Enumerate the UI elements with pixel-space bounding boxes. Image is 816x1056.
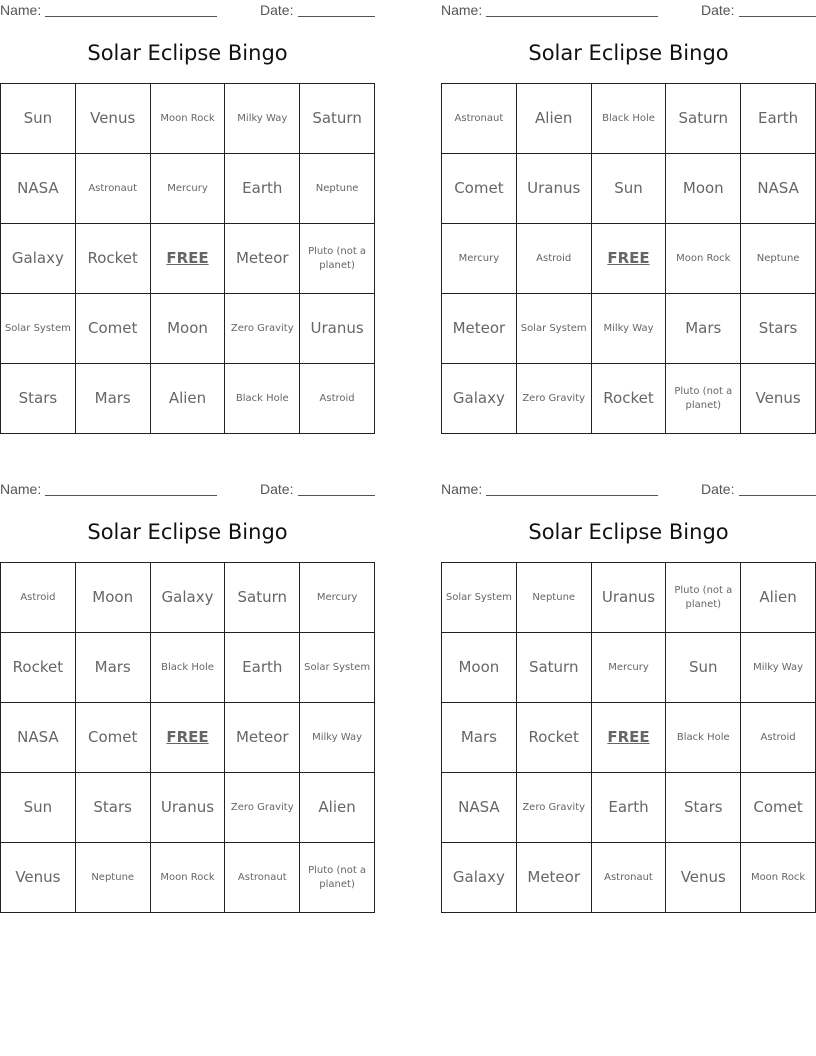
bingo-cell[interactable]: Saturn (666, 84, 741, 154)
bingo-cell[interactable]: Astroid (741, 703, 816, 773)
bingo-cell[interactable]: NASA (1, 154, 76, 224)
date-blank[interactable] (298, 16, 375, 17)
bingo-grid (441, 562, 816, 913)
name-date-row (0, 481, 375, 499)
bingo-cell[interactable]: Meteor (225, 703, 300, 773)
name-label: Name: (0, 481, 42, 497)
free-cell[interactable]: FREE (151, 224, 226, 294)
date-label: Date: (260, 481, 294, 497)
bingo-cell[interactable]: Solar System (1, 294, 76, 364)
bingo-cell[interactable]: Venus (741, 364, 816, 434)
bingo-cell[interactable]: Mars (76, 364, 151, 434)
bingo-cell[interactable]: Meteor (225, 224, 300, 294)
bingo-cell[interactable]: Neptune (517, 563, 592, 633)
bingo-cell[interactable]: NASA (1, 703, 76, 773)
bingo-cell[interactable]: Earth (225, 633, 300, 703)
bingo-cell[interactable]: Earth (225, 154, 300, 224)
bingo-cell[interactable]: Neptune (76, 843, 151, 913)
bingo-cell[interactable]: Saturn (225, 563, 300, 633)
bingo-cell[interactable]: Rocket (592, 364, 667, 434)
bingo-cell[interactable]: Zero Gravity (225, 294, 300, 364)
bingo-cell[interactable]: Milky Way (741, 633, 816, 703)
name-label: Name: (0, 2, 42, 18)
bingo-cell[interactable]: Saturn (300, 84, 375, 154)
bingo-cell[interactable]: Rocket (517, 703, 592, 773)
bingo-cell[interactable]: Milky Way (300, 703, 375, 773)
bingo-cell[interactable]: Venus (76, 84, 151, 154)
bingo-cell[interactable]: Solar System (517, 294, 592, 364)
bingo-cell[interactable]: Galaxy (442, 843, 517, 913)
bingo-cell[interactable]: Moon (442, 633, 517, 703)
bingo-cell[interactable]: Rocket (1, 633, 76, 703)
bingo-cell[interactable]: Stars (741, 294, 816, 364)
bingo-cell[interactable]: Milky Way (225, 84, 300, 154)
bingo-cell[interactable]: Rocket (76, 224, 151, 294)
card-title: Solar Eclipse Bingo (87, 520, 288, 544)
bingo-cell[interactable]: Moon (76, 563, 151, 633)
date-blank[interactable] (298, 495, 375, 496)
name-date-row (441, 2, 816, 20)
bingo-cell[interactable]: Solar System (300, 633, 375, 703)
bingo-cell[interactable]: Uranus (517, 154, 592, 224)
bingo-grid (0, 562, 375, 913)
bingo-cell[interactable]: Pluto (not a planet) (666, 563, 741, 633)
name-date-row (441, 481, 816, 499)
bingo-cell[interactable]: Comet (442, 154, 517, 224)
bingo-cell[interactable]: Stars (76, 773, 151, 843)
bingo-cell[interactable]: Earth (592, 773, 667, 843)
bingo-cell[interactable]: Milky Way (592, 294, 667, 364)
name-label: Name: (441, 481, 483, 497)
bingo-grid (441, 83, 816, 434)
free-cell[interactable]: FREE (592, 703, 667, 773)
date-blank[interactable] (739, 16, 816, 17)
bingo-cell[interactable]: Pluto (not a planet) (300, 224, 375, 294)
bingo-cell[interactable]: Meteor (442, 294, 517, 364)
bingo-cell[interactable]: Earth (741, 84, 816, 154)
bingo-cell[interactable]: Neptune (741, 224, 816, 294)
bingo-cell[interactable]: Black Hole (151, 633, 226, 703)
bingo-card-2 (441, 0, 816, 440)
card-title: Solar Eclipse Bingo (528, 520, 729, 544)
bingo-cell[interactable]: Venus (1, 843, 76, 913)
bingo-cell[interactable]: Mercury (300, 563, 375, 633)
bingo-cell[interactable]: Comet (741, 773, 816, 843)
card-title: Solar Eclipse Bingo (528, 41, 729, 65)
bingo-cell[interactable]: Sun (1, 773, 76, 843)
bingo-cell[interactable]: Pluto (not a planet) (300, 843, 375, 913)
bingo-cell[interactable]: Astronaut (592, 843, 667, 913)
bingo-cell[interactable]: Mars (76, 633, 151, 703)
bingo-cell[interactable]: Venus (666, 843, 741, 913)
date-blank[interactable] (739, 495, 816, 496)
bingo-cell[interactable]: Comet (76, 294, 151, 364)
date-label: Date: (701, 2, 735, 18)
bingo-cell[interactable]: Astronaut (225, 843, 300, 913)
bingo-card-4 (441, 479, 816, 919)
free-cell[interactable]: FREE (592, 224, 667, 294)
name-blank[interactable] (486, 495, 658, 496)
bingo-cell[interactable]: Sun (666, 633, 741, 703)
bingo-cell[interactable]: Mars (666, 294, 741, 364)
bingo-cell[interactable]: Moon Rock (151, 843, 226, 913)
bingo-cell[interactable]: Mercury (442, 224, 517, 294)
bingo-cell[interactable]: Mars (442, 703, 517, 773)
bingo-cell[interactable]: Neptune (300, 154, 375, 224)
name-blank[interactable] (45, 495, 217, 496)
card-title: Solar Eclipse Bingo (87, 41, 288, 65)
bingo-cell[interactable]: Astronaut (442, 84, 517, 154)
bingo-cell[interactable]: Pluto (not a planet) (666, 364, 741, 434)
bingo-cell[interactable]: Galaxy (442, 364, 517, 434)
bingo-cell[interactable]: Alien (517, 84, 592, 154)
bingo-cell[interactable]: Sun (1, 84, 76, 154)
bingo-cell[interactable]: Astronaut (76, 154, 151, 224)
bingo-cell[interactable]: NASA (442, 773, 517, 843)
bingo-cell[interactable]: NASA (741, 154, 816, 224)
bingo-cell[interactable]: Black Hole (592, 84, 667, 154)
name-blank[interactable] (486, 16, 658, 17)
bingo-cell[interactable]: Galaxy (151, 563, 226, 633)
bingo-cell[interactable]: Alien (151, 364, 226, 434)
bingo-cell[interactable]: Mercury (592, 633, 667, 703)
bingo-cell[interactable]: Alien (300, 773, 375, 843)
bingo-cell[interactable]: Saturn (517, 633, 592, 703)
bingo-cell[interactable]: Uranus (592, 563, 667, 633)
bingo-cell[interactable]: Comet (76, 703, 151, 773)
bingo-card-1 (0, 0, 375, 440)
bingo-cell[interactable]: Astroid (1, 563, 76, 633)
bingo-cell[interactable]: Astroid (300, 364, 375, 434)
bingo-cell[interactable]: Astroid (517, 224, 592, 294)
free-cell[interactable]: FREE (151, 703, 226, 773)
bingo-cell[interactable]: Uranus (300, 294, 375, 364)
date-label: Date: (701, 481, 735, 497)
bingo-cell[interactable]: Stars (666, 773, 741, 843)
bingo-card-3 (0, 479, 375, 919)
bingo-cell[interactable]: Zero Gravity (225, 773, 300, 843)
bingo-cell[interactable]: Uranus (151, 773, 226, 843)
bingo-cell[interactable]: Moon Rock (741, 843, 816, 913)
bingo-cell[interactable]: Galaxy (1, 224, 76, 294)
bingo-cell[interactable]: Solar System (442, 563, 517, 633)
bingo-cell[interactable]: Moon Rock (151, 84, 226, 154)
bingo-cell[interactable]: Zero Gravity (517, 773, 592, 843)
bingo-grid (0, 83, 375, 434)
bingo-cell[interactable]: Moon Rock (666, 224, 741, 294)
name-date-row (0, 2, 375, 20)
bingo-cell[interactable]: Black Hole (666, 703, 741, 773)
bingo-cell[interactable]: Alien (741, 563, 816, 633)
bingo-cell[interactable]: Zero Gravity (517, 364, 592, 434)
bingo-cell[interactable]: Black Hole (225, 364, 300, 434)
bingo-cell[interactable]: Mercury (151, 154, 226, 224)
bingo-cell[interactable]: Sun (592, 154, 667, 224)
date-label: Date: (260, 2, 294, 18)
bingo-cell[interactable]: Meteor (517, 843, 592, 913)
bingo-cell[interactable]: Moon (666, 154, 741, 224)
name-blank[interactable] (45, 16, 217, 17)
name-label: Name: (441, 2, 483, 18)
bingo-cell[interactable]: Moon (151, 294, 226, 364)
bingo-cell[interactable]: Stars (1, 364, 76, 434)
